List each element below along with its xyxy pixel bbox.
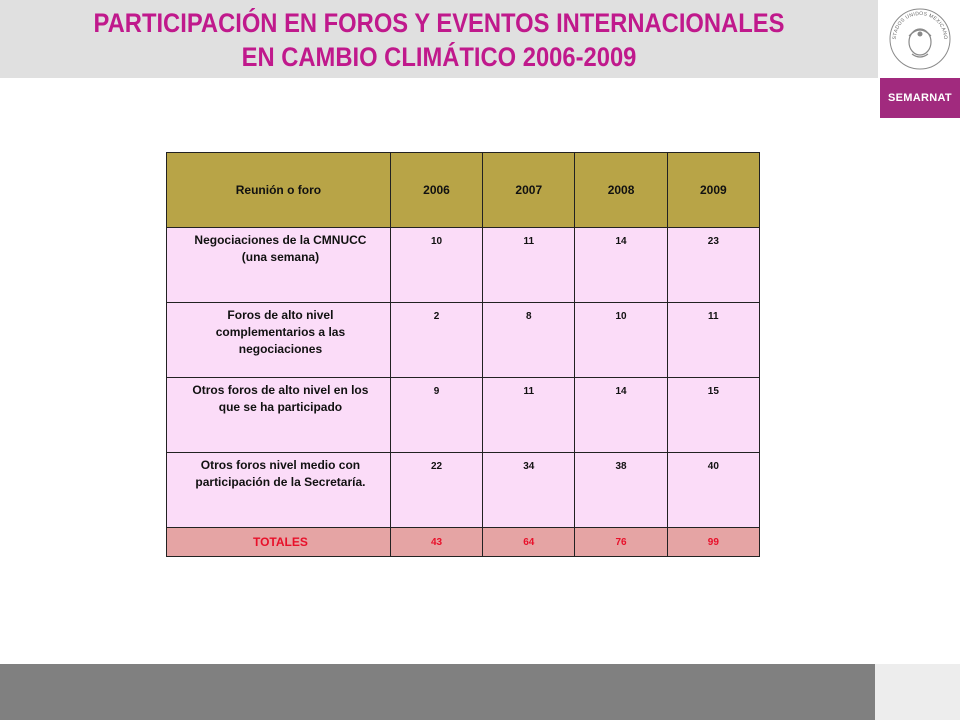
row-label: Otros foros nivel medio con participación de la Secretaría. (167, 453, 391, 528)
cell-value: 15 (667, 378, 759, 453)
totals-row (167, 528, 760, 557)
semarnat-badge: SEMARNAT (880, 78, 960, 118)
cell-value: 14 (575, 228, 667, 303)
total-value: 64 (483, 528, 575, 557)
row-label: Foros de alto nivel complementarios a las negociaciones (167, 303, 391, 378)
row-label: Negociaciones de la CMNUCC (una semana) (167, 228, 391, 303)
table-row (167, 378, 760, 453)
footer-band (0, 664, 875, 720)
table-row (167, 303, 760, 378)
title-line-1: PARTICIPACIÓN EN FOROS Y EVENTOS INTERNACIONALES (93, 8, 785, 38)
total-value: 43 (390, 528, 482, 557)
totals-label: TOTALES (167, 528, 391, 557)
cell-value: 10 (575, 303, 667, 378)
participation-table (166, 152, 760, 557)
mexico-seal-logo (880, 0, 960, 78)
cell-value: 9 (390, 378, 482, 453)
footer-corner (875, 664, 960, 720)
cell-value: 38 (575, 453, 667, 528)
total-value: 76 (575, 528, 667, 557)
cell-value: 11 (483, 228, 575, 303)
column-header: 2008 (575, 153, 667, 228)
table-header-row (167, 153, 760, 228)
seal-text: STADOS UNIDOS MEXICANO (891, 10, 949, 40)
cell-value: 23 (667, 228, 759, 303)
column-header: 2009 (667, 153, 759, 228)
cell-value: 14 (575, 378, 667, 453)
cell-value: 11 (483, 378, 575, 453)
cell-value: 8 (483, 303, 575, 378)
table-row (167, 228, 760, 303)
cell-value: 40 (667, 453, 759, 528)
page-title (53, 6, 826, 74)
cell-value: 22 (390, 453, 482, 528)
cell-value: 10 (390, 228, 482, 303)
column-header: 2006 (390, 153, 482, 228)
cell-value: 34 (483, 453, 575, 528)
total-value: 99 (667, 528, 759, 557)
eagle-seal-icon (885, 4, 955, 74)
cell-value: 11 (667, 303, 759, 378)
cell-value: 2 (390, 303, 482, 378)
column-header: Reunión o foro (167, 153, 391, 228)
column-header: 2007 (483, 153, 575, 228)
row-label: Otros foros de alto nivel en los que se ha participado (167, 378, 391, 453)
title-line-2: EN CAMBIO CLIMÁTICO 2006-2009 (241, 42, 637, 72)
table-row (167, 453, 760, 528)
